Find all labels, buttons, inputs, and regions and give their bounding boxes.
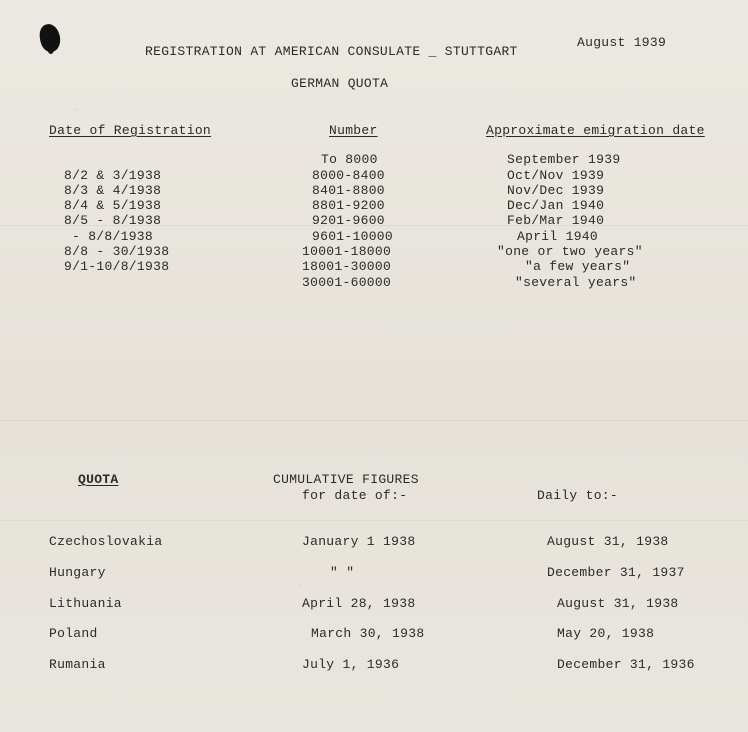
country-cell: Czechoslovakia	[49, 534, 163, 549]
number-range-cell: To 8000	[321, 152, 378, 167]
paper-texture-line	[0, 420, 748, 421]
column-header-number: Number	[329, 123, 378, 138]
daily-date-cell: August 31, 1938	[557, 596, 679, 611]
emigration-date-cell: Nov/Dec 1939	[507, 183, 605, 198]
number-range-cell: 10001-18000	[302, 244, 392, 259]
registration-date-cell: 8/8 - 30/1938	[64, 244, 170, 259]
daily-date-cell: August 31, 1938	[547, 534, 669, 549]
column-header-approximate-emigration-date: Approximate emigration date	[486, 123, 705, 138]
registration-date-cell: 8/4 & 5/1938	[64, 198, 162, 213]
number-range-cell: 30001-60000	[302, 275, 392, 290]
number-range-cell: 9201-9600	[312, 213, 385, 228]
registration-date-cell: - 8/8/1938	[72, 229, 154, 244]
number-range-cell: 18001-30000	[302, 259, 392, 274]
paper-texture-line	[0, 520, 748, 521]
document-title: REGISTRATION AT AMERICAN CONSULATE _ STUTTGART	[145, 44, 518, 59]
cumulative-date-cell: January 1 1938	[302, 534, 416, 549]
quota-header: QUOTA	[78, 472, 119, 487]
country-cell: Hungary	[49, 565, 106, 580]
document-date: August 1939	[577, 35, 667, 50]
daily-date-cell: December 31, 1937	[547, 565, 685, 580]
emigration-date-cell: Dec/Jan 1940	[507, 198, 605, 213]
cumulative-date-cell: April 28, 1938	[302, 596, 416, 611]
cumulative-date-header: for date of:-	[302, 488, 408, 503]
number-range-cell: 8000-8400	[312, 168, 385, 183]
ink-blot-mark	[38, 23, 62, 54]
cumulative-date-cell: July 1, 1936	[302, 657, 400, 672]
number-range-cell: 8401-8800	[312, 183, 385, 198]
daily-date-cell: May 20, 1938	[557, 626, 655, 641]
cumulative-date-cell: " "	[330, 565, 355, 580]
daily-to-header: Daily to:-	[537, 488, 619, 503]
registration-date-cell: 8/5 - 8/1938	[64, 213, 162, 228]
emigration-date-cell: "a few years"	[525, 259, 631, 274]
number-range-cell: 9601-10000	[312, 229, 394, 244]
daily-date-cell: December 31, 1936	[557, 657, 695, 672]
registration-date-cell: 8/2 & 3/1938	[64, 168, 162, 183]
emigration-date-cell: Feb/Mar 1940	[507, 213, 605, 228]
country-cell: Lithuania	[49, 596, 122, 611]
registration-date-cell: 9/1-10/8/1938	[64, 259, 170, 274]
number-range-cell: 8801-9200	[312, 198, 385, 213]
column-header-date-of-registration: Date of Registration	[49, 123, 212, 138]
registration-date-cell: 8/3 & 4/1938	[64, 183, 162, 198]
emigration-date-cell: April 1940	[517, 229, 599, 244]
country-cell: Poland	[49, 626, 98, 641]
emigration-date-cell: September 1939	[507, 152, 621, 167]
country-cell: Rumania	[49, 657, 106, 672]
emigration-date-cell: "several years"	[515, 275, 637, 290]
emigration-date-cell: Oct/Nov 1939	[507, 168, 605, 183]
emigration-date-cell: "one or two years"	[497, 244, 643, 259]
cumulative-date-cell: March 30, 1938	[311, 626, 425, 641]
cumulative-figures-header: CUMULATIVE FIGURES	[273, 472, 419, 487]
document-subtitle: GERMAN QUOTA	[291, 76, 389, 91]
